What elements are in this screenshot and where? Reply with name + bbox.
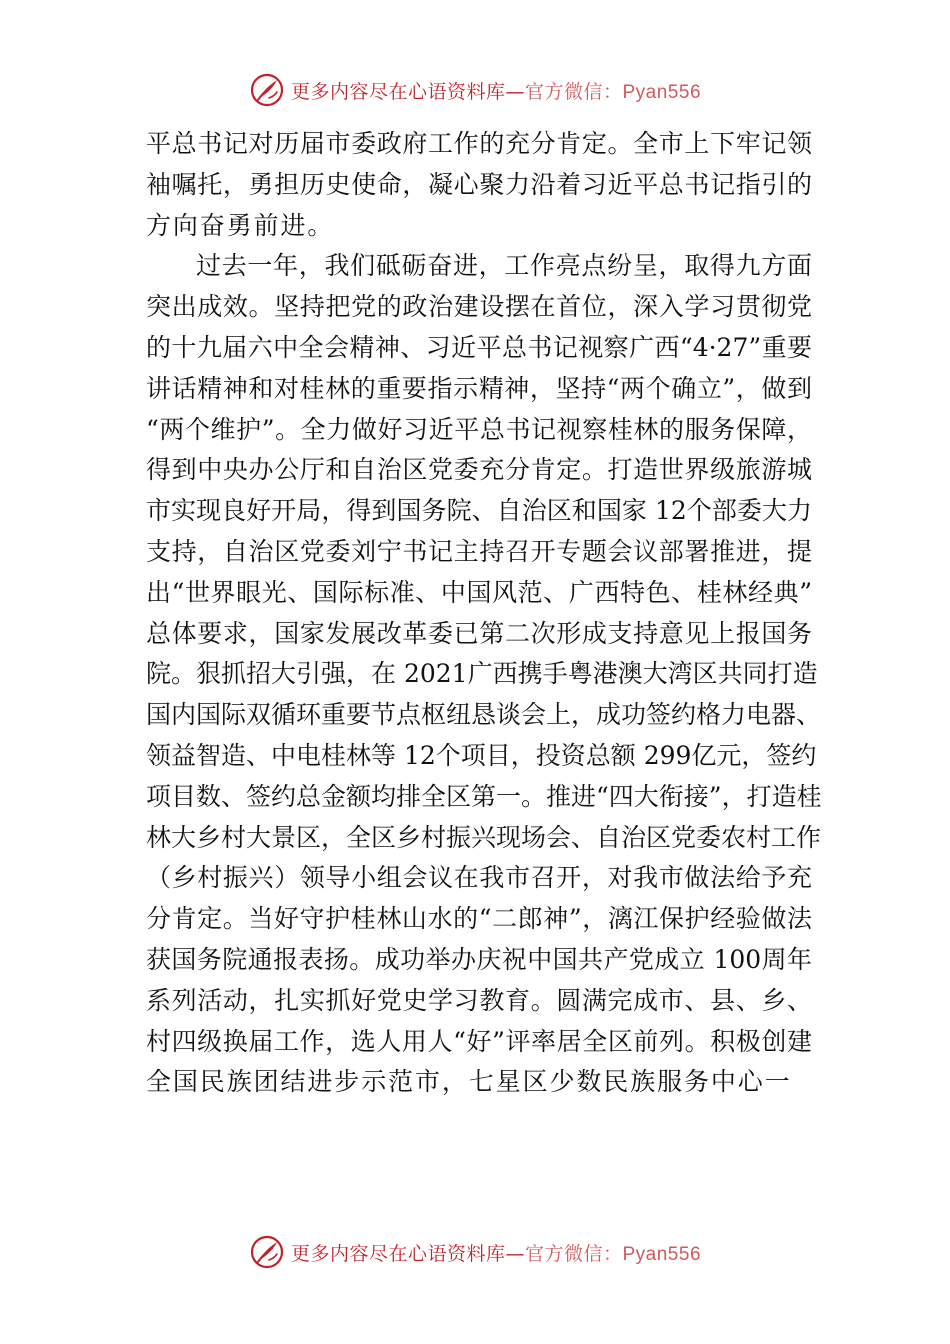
banner-main-text: 更多内容尽在心语资料库 xyxy=(290,1242,506,1265)
text-line: 袖嘱托，勇担历史使命，凝心聚力沿着习近平总书记指引的 xyxy=(146,169,812,199)
banner-dash: — xyxy=(505,1242,525,1265)
text-line: 分肯定。当好守护桂林山水的“二郎神”，漓江保护经验做法 xyxy=(146,904,812,934)
text-line: 讲话精神和对桂林的重要指示精神，坚持“两个确立”，做到 xyxy=(146,373,812,403)
quill-pen-logo-icon xyxy=(249,72,285,108)
text-line: 国内国际双循环重要节点枢纽恳谈会上，成功签约格力电器、 xyxy=(146,700,822,730)
document-body xyxy=(146,124,822,1103)
text-line: 平总书记对历届市委政府工作的充分肯定。全市上下牢记领 xyxy=(146,129,812,158)
text-line: 系列活动，扎实抓好党史学习教育。圆满完成市、县、乡、 xyxy=(146,985,812,1015)
banner-main-text: 更多内容尽在心语资料库 xyxy=(290,80,506,103)
text-line: 院。狠抓招大引强，在 2021广西携手粤港澳大湾区共同打造 xyxy=(146,659,818,689)
text-line: 得到中央办公厅和自治区党委充分肯定。打造世界级旅游城 xyxy=(146,455,812,485)
header-banner-text xyxy=(291,77,701,104)
paragraph-continued xyxy=(146,124,812,246)
banner-dash: — xyxy=(505,80,525,103)
text-line: 领益智造、中电桂林等 12个项目，投资总额 299亿元，签约 xyxy=(146,740,817,770)
header-banner xyxy=(0,70,950,110)
text-line: 支持，自治区党委刘宁书记主持召开专题会议部署推进，提 xyxy=(146,536,812,566)
text-line: 出“世界眼光、国际标准、中国风范、广西特色、桂林经典” xyxy=(146,577,812,607)
banner-contact-text: 官方微信：Pyan556 xyxy=(525,1243,702,1265)
text-line: 总体要求，国家发展改革委已第二次形成支持意见上报国务 xyxy=(146,618,812,648)
quill-pen-logo-icon xyxy=(249,1234,285,1270)
footer-banner-content xyxy=(249,1234,701,1270)
text-line: 项目数、签约总金额均排全区第一。推进“四大衔接”，打造桂 xyxy=(146,781,822,811)
text-line: 的十九届六中全会精神、习近平总书记视察广西“4·27”重要 xyxy=(146,332,812,362)
text-line: 林大乡村大景区，全区乡村振兴现场会、自治区党委农村工作 xyxy=(146,822,822,852)
text-line: （乡村振兴）领导小组会议在我市召开，对我市做法给予充 xyxy=(146,863,812,893)
paragraph-achievements xyxy=(146,246,822,1103)
footer-banner xyxy=(0,1232,950,1272)
text-line: 突出成效。坚持把党的政治建设摆在首位，深入学习贯彻党 xyxy=(146,292,812,322)
text-line: 过去一年，我们砥砺奋进，工作亮点纷呈，取得九方面 xyxy=(196,251,812,281)
text-line: 全国民族团结进步示范市，七星区少数民族服务中心一 xyxy=(146,1067,792,1097)
text-line: 村四级换届工作，选人用人“好”评率居全区前列。积极创建 xyxy=(146,1026,812,1056)
text-line: 获国务院通报表扬。成功举办庆祝中国共产党成立 100周年 xyxy=(146,944,812,974)
text-line: 市实现良好开局，得到国务院、自治区和国家 12个部委大力 xyxy=(146,496,812,526)
text-line: 方向奋勇前进。 xyxy=(146,210,335,240)
banner-contact-text: 官方微信：Pyan556 xyxy=(525,81,702,103)
text-line: “两个维护”。全力做好习近平总书记视察桂林的服务保障， xyxy=(146,414,812,444)
header-banner-content xyxy=(249,72,701,108)
footer-banner-text xyxy=(291,1239,701,1266)
